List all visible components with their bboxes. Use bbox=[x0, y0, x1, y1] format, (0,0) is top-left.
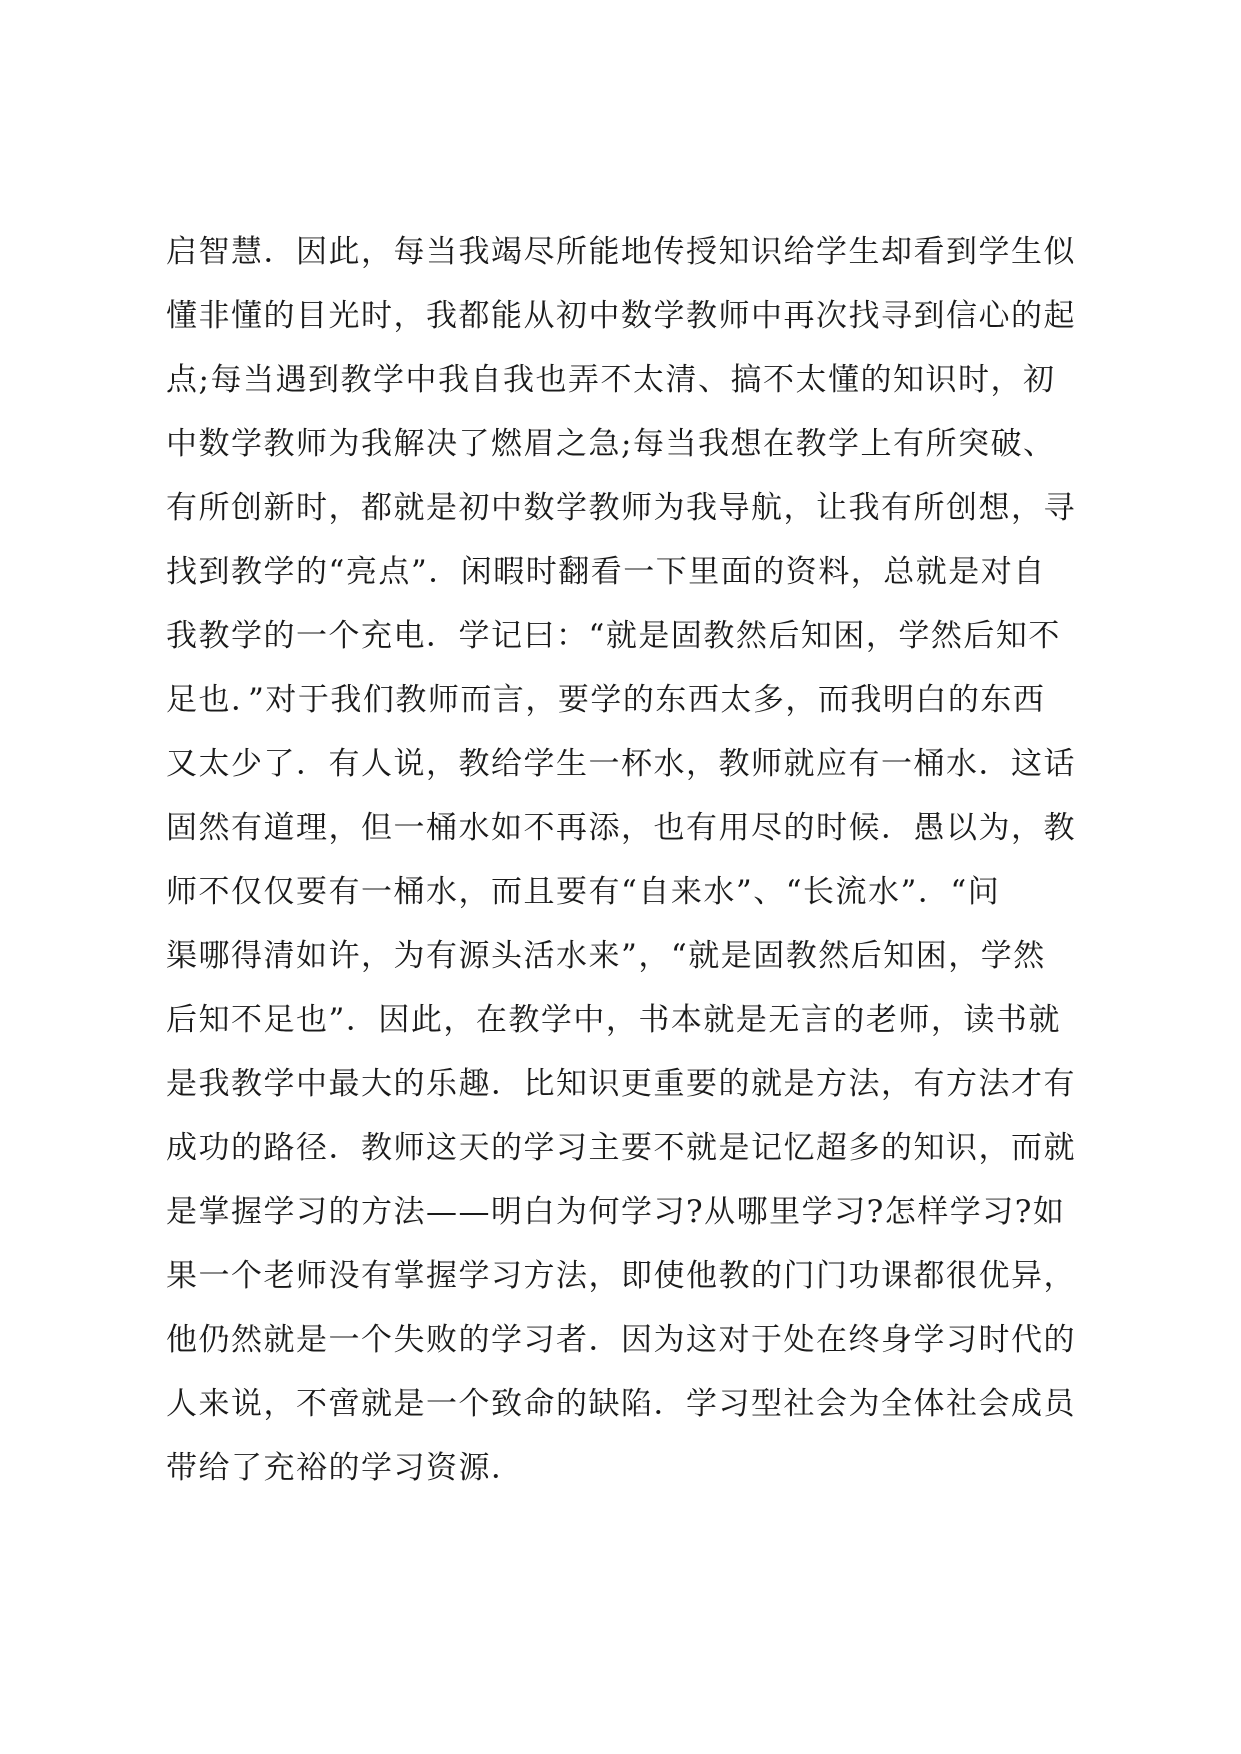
text-line: 懂非懂的目光时，我都能从初中数学教师中再次找寻到信心的起 bbox=[166, 298, 1076, 334]
text-line: 找到教学的“亮点”．闲暇时翻看一下里面的资料，总就是对自 bbox=[166, 554, 1046, 590]
text-line: 启智慧．因此，每当我竭尽所能地传授知识给学生却看到学生似 bbox=[166, 234, 1076, 270]
text-line: 师不仅仅要有一桶水，而且要有“自来水”、“长流水”．“问 bbox=[166, 874, 1001, 910]
text-line: 又太少了．有人说，教给学生一杯水，教师就应有一桶水．这话 bbox=[166, 746, 1076, 782]
text-line: 人来说，不啻就是一个致命的缺陷．学习型社会为全体社会成员 bbox=[166, 1386, 1076, 1422]
text-line: 成功的路径．教师这天的学习主要不就是记忆超多的知识，而就 bbox=[166, 1130, 1076, 1166]
text-line: 固然有道理，但一桶水如不再添，也有用尽的时候．愚以为，教 bbox=[166, 810, 1076, 846]
text-line: 渠哪得清如许，为有源头活水来”，“就是固教然后知困，学然 bbox=[166, 938, 1046, 974]
text-line: 后知不足也”．因此，在教学中，书本就是无言的老师，读书就 bbox=[166, 1002, 1061, 1038]
text-line: 我教学的一个充电．学记曰：“就是固教然后知困，学然后知不 bbox=[166, 618, 1061, 654]
text-line: 点;每当遇到教学中我自我也弄不太清、搞不太懂的知识时，初 bbox=[166, 362, 1056, 398]
body-text bbox=[166, 220, 1106, 1500]
text-line: 他仍然就是一个失败的学习者．因为这对于处在终身学习时代的 bbox=[166, 1322, 1076, 1358]
text-line: 是我教学中最大的乐趣．比知识更重要的就是方法，有方法才有 bbox=[166, 1066, 1076, 1102]
text-line: 足也．”对于我们教师而言，要学的东西太多，而我明白的东西 bbox=[166, 682, 1046, 718]
text-line: 是掌握学习的方法——明白为何学习?从哪里学习?怎样学习?如 bbox=[166, 1194, 1066, 1230]
text-line: 有所创新时，都就是初中数学教师为我导航，让我有所创想，寻 bbox=[166, 490, 1076, 526]
text-line: 中数学教师为我解决了燃眉之急;每当我想在教学上有所突破、 bbox=[166, 426, 1056, 462]
text-line: 带给了充裕的学习资源． bbox=[166, 1450, 524, 1486]
text-line: 果一个老师没有掌握学习方法，即使他教的门门功课都很优异， bbox=[166, 1258, 1076, 1294]
